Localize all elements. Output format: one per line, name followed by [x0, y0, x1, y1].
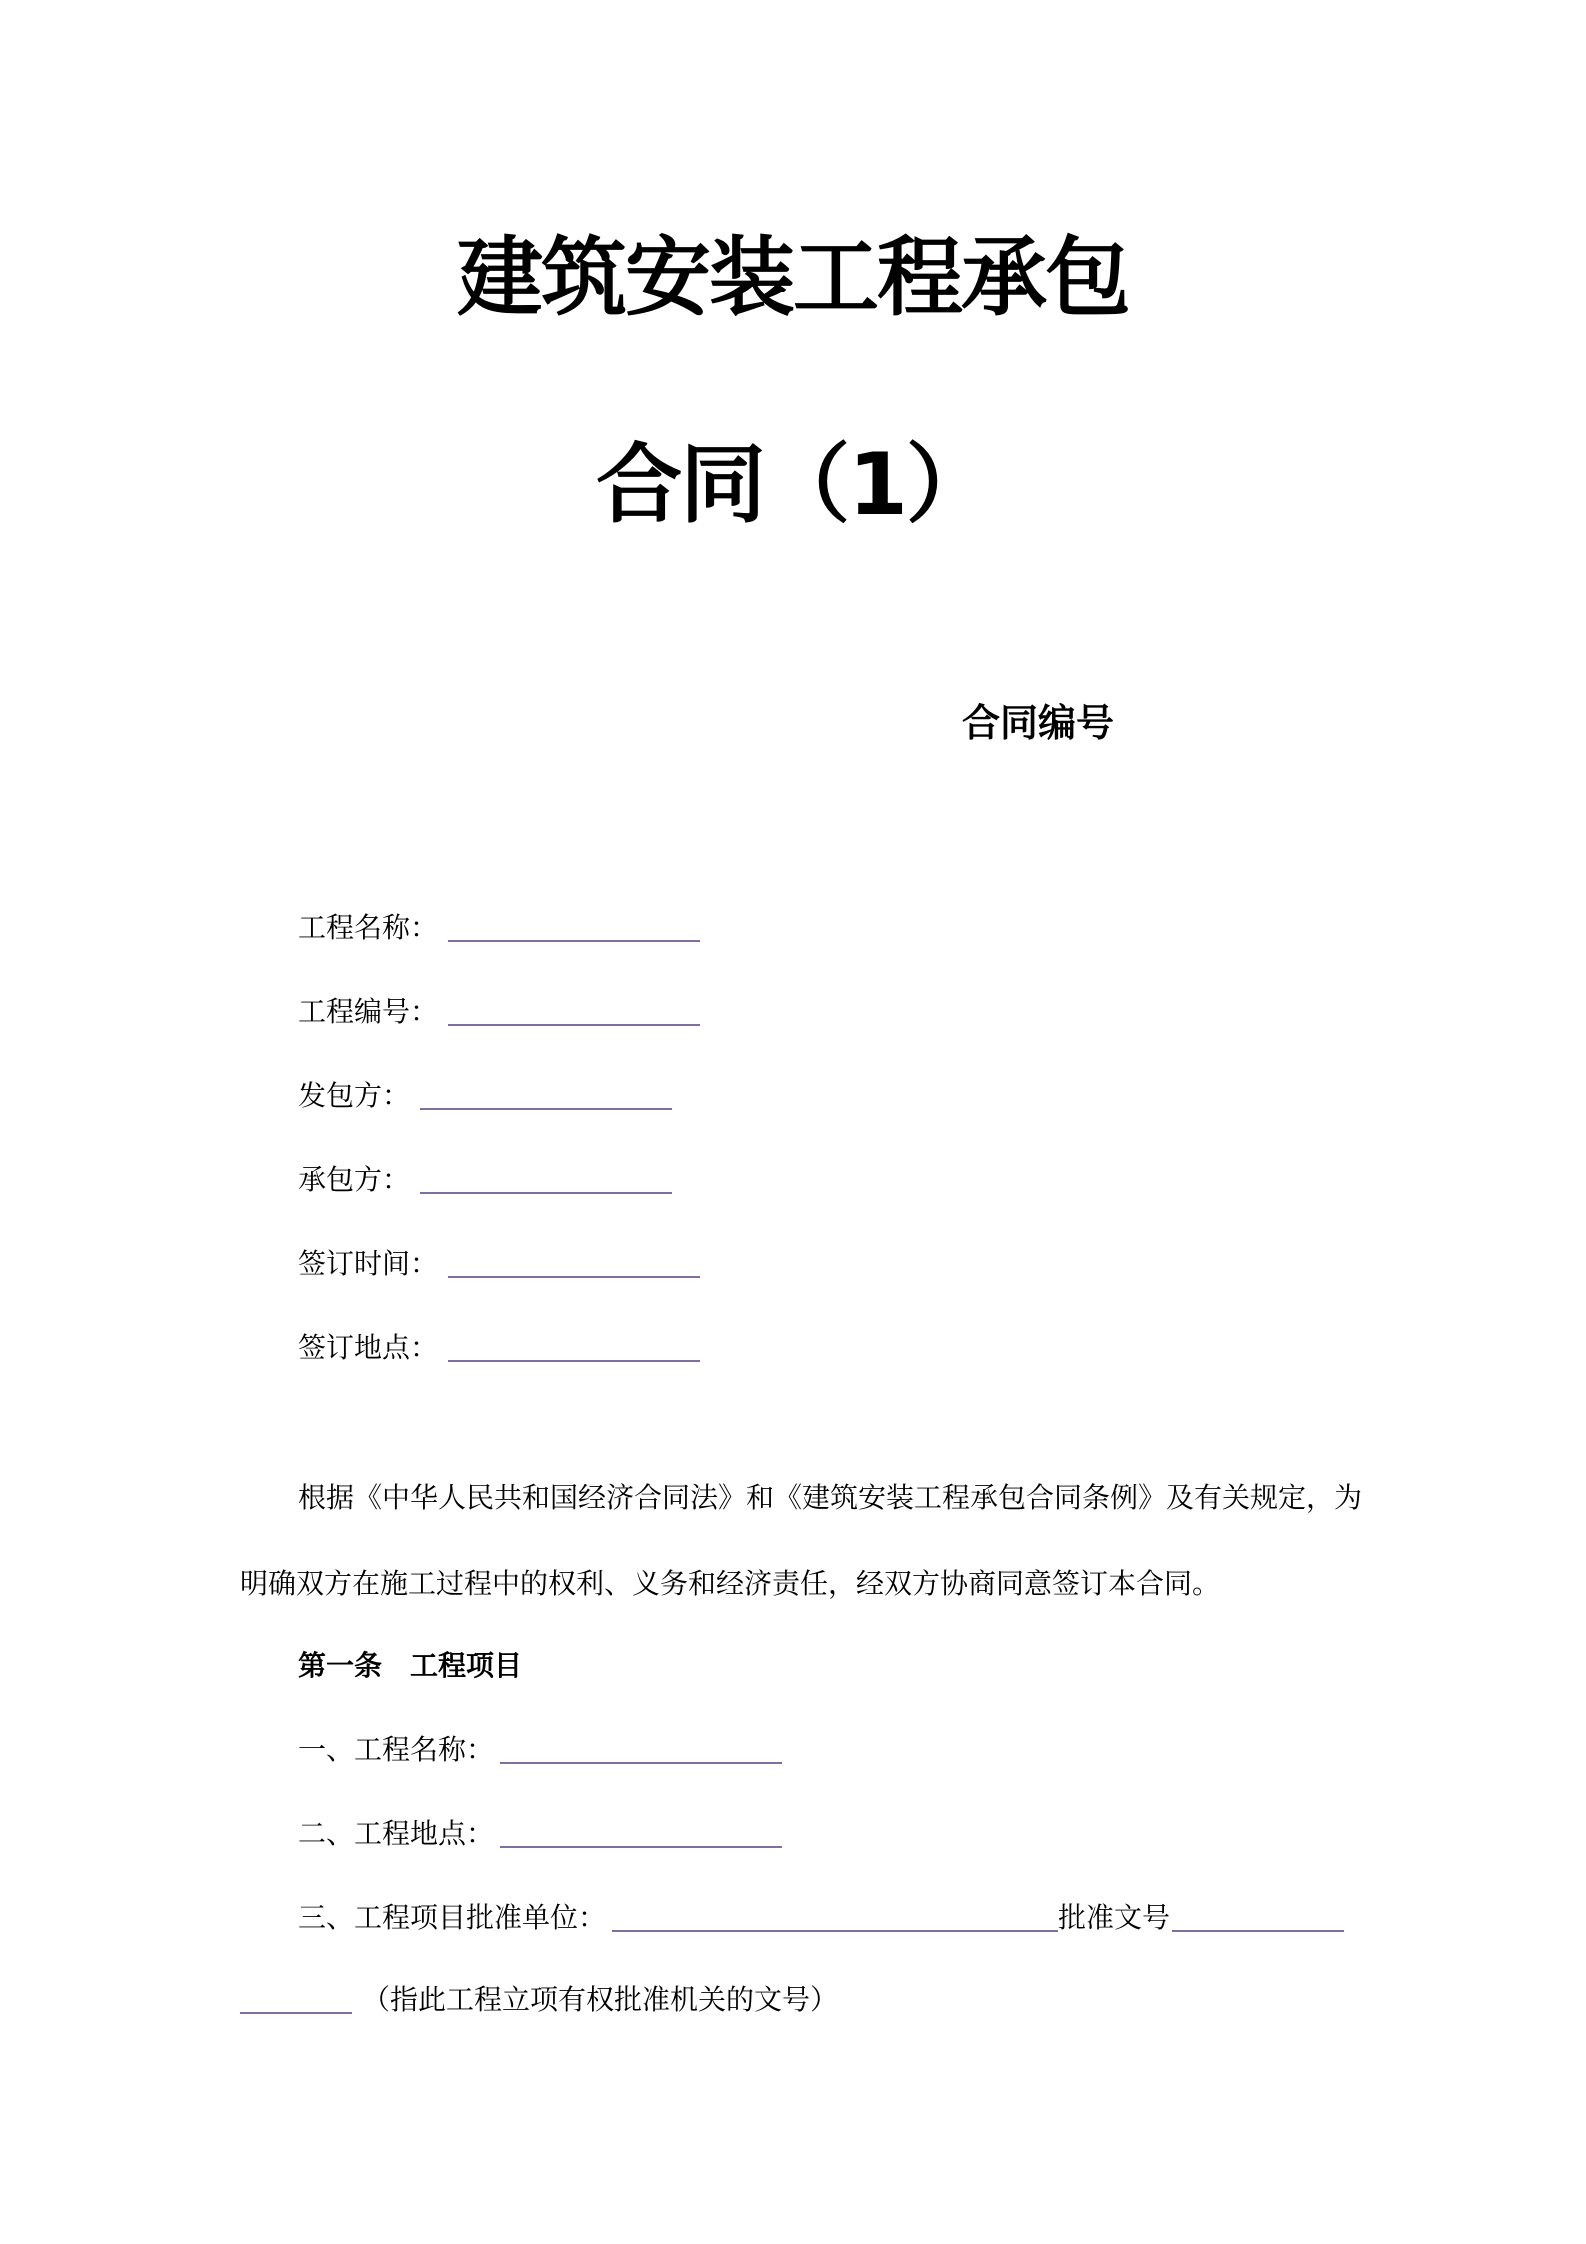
- cover-field-signing-place: [298, 1330, 700, 1366]
- signing-time-blank[interactable]: [448, 1275, 700, 1278]
- item-label: 二、工程地点：: [298, 1817, 495, 1850]
- approval-doc-number-blank-continued[interactable]: [240, 2011, 352, 2014]
- approval-unit-blank[interactable]: [612, 1929, 1058, 1932]
- cover-field-employer: [298, 1078, 672, 1114]
- employer-blank[interactable]: [420, 1107, 672, 1110]
- approval-doc-number-blank[interactable]: [1172, 1929, 1344, 1932]
- field-label: 工程名称：: [298, 911, 439, 944]
- document-title-line-1: 建筑安装工程承包: [457, 228, 1129, 328]
- cover-field-project-number: [298, 994, 700, 1030]
- article-1-item-2: [298, 1816, 782, 1852]
- article-1-heading: 第一条 工程项目: [298, 1649, 523, 1682]
- approval-doc-note: （指此工程立项有权批准机关的文号）: [362, 1983, 839, 2016]
- approval-doc-label: 批准文号: [1058, 1901, 1171, 1934]
- article-project-location-blank[interactable]: [500, 1845, 782, 1848]
- article-1-item-3-continued: [240, 1982, 838, 2018]
- item-label: 三、工程项目批准单位：: [298, 1901, 607, 1934]
- article-1-item-1: [298, 1732, 782, 1768]
- signing-place-blank[interactable]: [448, 1359, 700, 1362]
- field-label: 签订时间：: [298, 1247, 439, 1280]
- field-label: 签订地点：: [298, 1331, 439, 1364]
- document-title-line-2: 合同（1）: [596, 435, 990, 535]
- cover-field-signing-time: [298, 1246, 700, 1282]
- project-number-blank[interactable]: [448, 1023, 700, 1026]
- field-label: 承包方：: [298, 1163, 411, 1196]
- cover-field-project-name: [298, 910, 700, 946]
- intro-paragraph-line-2: 明确双方在施工过程中的权利、义务和经济责任，经双方协商同意签订本合同。: [240, 1567, 1221, 1600]
- article-1-item-3: [298, 1900, 1344, 1936]
- contract-number-label: 合同编号: [962, 701, 1115, 745]
- article-project-name-blank[interactable]: [500, 1761, 782, 1764]
- field-label: 工程编号：: [298, 995, 439, 1028]
- field-label: 发包方：: [298, 1079, 411, 1112]
- intro-paragraph-line-1: 根据《中华人民共和国经济合同法》和《建筑安装工程承包合同条例》及有关规定，为: [298, 1481, 1363, 1514]
- contractor-blank[interactable]: [420, 1191, 672, 1194]
- cover-field-contractor: [298, 1162, 672, 1198]
- project-name-blank[interactable]: [448, 939, 700, 942]
- item-label: 一、工程名称：: [298, 1733, 495, 1766]
